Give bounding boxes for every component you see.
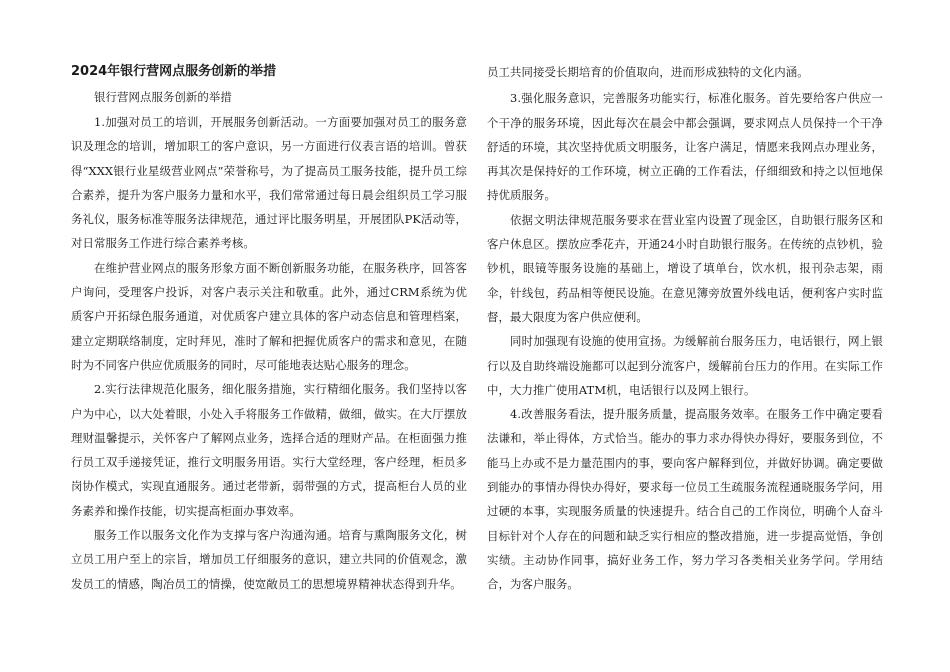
paragraph: 3.强化服务意识，完善服务功能实行，标准化服务。首先要给客户供应一个干净的服务环境，因此每次在晨会中都会强调，要求网点人员保持一个干净舒适的环境，其次坚持优质文明服务，让客户满足，情愿来我网点办理业务，再其次是保持好的工作环境，树立正确的工作看法，仔细细致和持之以恒地保持优质服务。 bbox=[487, 91, 883, 203]
document-subtitle: 银行营网点服务创新的举措 bbox=[94, 90, 232, 104]
right-column bbox=[487, 60, 883, 597]
paragraph-continuation: 员工共同接受长期培育的价值取向，进而形成独特的文化内涵。 bbox=[487, 65, 809, 79]
paragraph: 4.改善服务看法，提升服务质量，提高服务效率。在服务工作中确定要看法谦和，举止得体，方式恰当。能办的事力求办得快办得好，要服务到位，不能马上办或不是力量范围内的事，要向客户解释到位，并做好协调。确定要做到能办的事情办得快办得好，要求每一位员工生疏服务流程通晓服务学问，用过硬的本事，实现服务质量的快速提升。结合自己的工作岗位，明确个人奋斗目标针对个人存在的问题和缺乏实行相应的整改措施，进一步提高觉悟，争创实绩。主动协作同事，搞好业务工作，努力学习各类相关业务学问。学用结合，为客户服务。 bbox=[487, 407, 883, 592]
left-column bbox=[71, 60, 467, 596]
paragraph: 1.加强对员工的培训，开展服务创新活动。一方面要加强对员工的服务意识及理念的培训，增加职工的客户意识，另一方面进行仪表言语的培训。曾获得“XXX银行业星级营业网点”荣誉称号，为了提高员工服务技能，提升员工综合素养，提升为客户服务力量和水平，我们常常通过每日晨会组织员工学习服务礼仪，服务标准等服务法律规范，通过评比服务明星，开展团队PK活动等，对日常服务工作进行综合素养考核。 bbox=[71, 115, 467, 251]
paragraph: 2.实行法律规范化服务，细化服务措施，实行精细化服务。我们坚持以客户为中心，以大处着眼，小处入手将服务工作做精，做细，做实。在大厅摆放理财温馨提示，关怀客户了解网点业务，选择合适的理财产品。在柜面强力推行员工双手递接凭证，推行文明服务用语。实行大堂经理，客户经理，柜员多岗协作模式，实现直通服务。通过老带新，弱带强的方式，提高柜台人员的业务素养和操作技能，切实提高柜面办事效率。 bbox=[71, 382, 467, 518]
document-title: 2024年银行营网点服务创新的举措 bbox=[71, 64, 277, 79]
paragraph: 同时加强现有设施的使用宣扬。为缓解前台服务压力，电话银行，网上银行以及自助终端设施都可以起到分流客户，缓解前台压力的作用。在实际工作中，大力推广使用ATM机，电话银行以及网上银行。 bbox=[487, 334, 883, 397]
paragraph: 服务工作以服务文化作为支撑与客户沟通沟通。培育与熏陶服务文化，树立员工用户至上的宗旨，增加员工仔细服务的意识，建立共同的价值观念，激发员工的情感，陶冶员工的情操，使宽敞员工的思想境界精神状态得到升华。 bbox=[71, 528, 467, 591]
paragraph: 在维护营业网点的服务形象方面不断创新服务功能，在服务秩序，回答客户询问，受理客户投诉，对客户表示关注和敬重。此外，通过CRM系统为优质客户开拓绿色服务通道，对优质客户建立具体的客户动态信息和管理档案，建立定期联络制度，定时拜见，准时了解和把握优质客户的需求和意见，在随时为不同客户供应优质服务的同时，尽可能地表达贴心服务的理念。 bbox=[71, 260, 467, 372]
paragraph: 依据文明法律规范服务要求在营业室内设置了现金区，自助银行服务区和客户休息区。摆放应季花卉，开通24小时自助银行服务。在传统的点钞机，验钞机，眼镜等服务设施的基础上，增设了填单台，饮水机，报刊杂志架，雨伞，针线包，药品相等便民设施。在意见簿旁放置外线电话，便利客户实时监督，最大限度为客户供应便利。 bbox=[487, 212, 883, 324]
